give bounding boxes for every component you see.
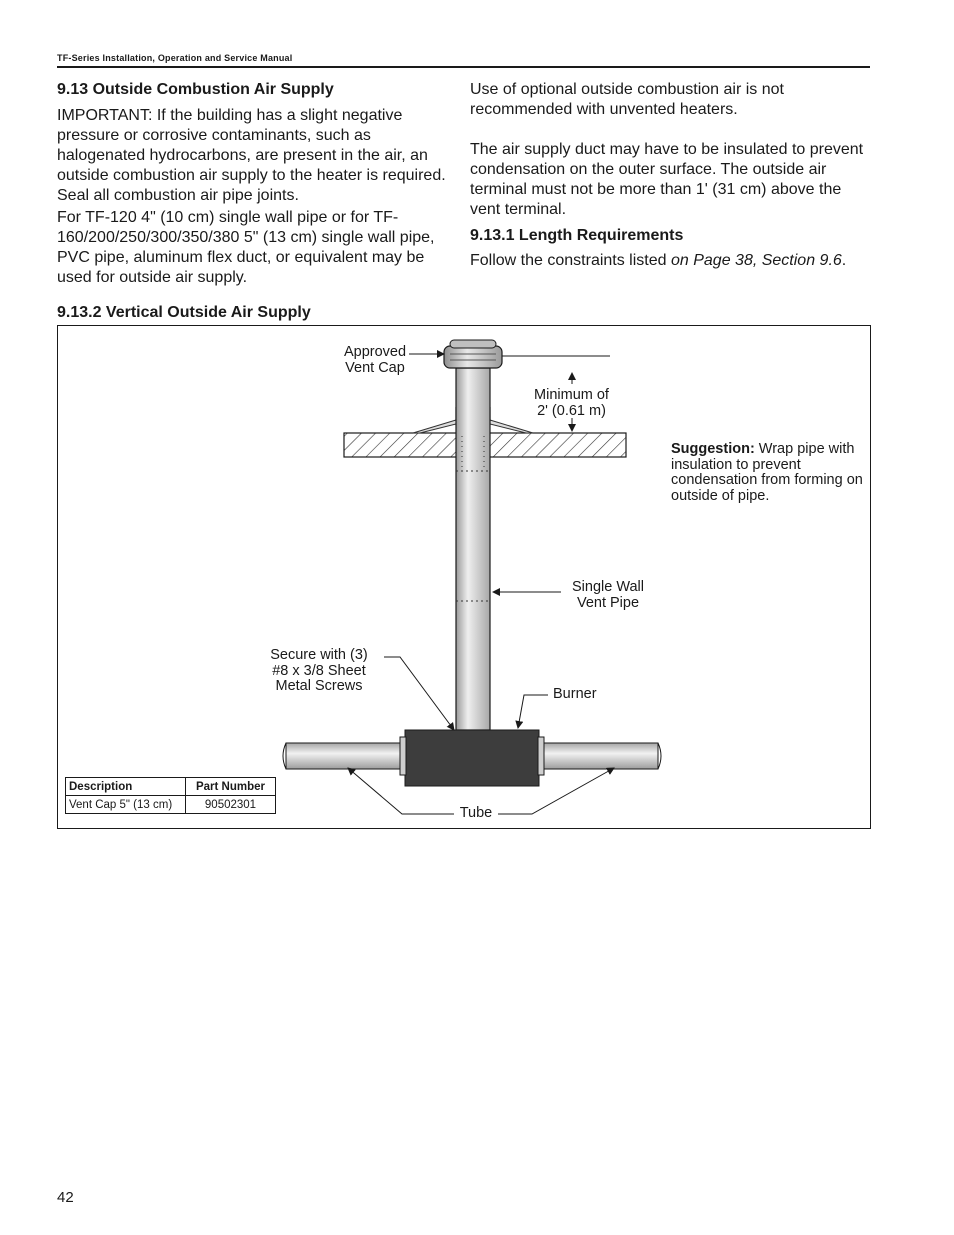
secure-screws-label bbox=[254, 648, 384, 695]
minimum-height-label bbox=[519, 388, 624, 419]
left-column bbox=[57, 80, 457, 288]
suggestion-text: Wrap pipe with insulation to prevent condensation from forming on outside of pipe. bbox=[671, 441, 863, 504]
unvented-note-paragraph: Use of optional outside combustion air is not recommended with unvented heaters. bbox=[470, 81, 784, 118]
vent-cap-label bbox=[330, 345, 420, 376]
important-paragraph: IMPORTANT: If the building has a slight negative pressure or corrosive contaminants, such as halogenated hydrocarbons, are present in the air, an outside combustion air supply to the heater is required. Seal all combustion air pipe joints. bbox=[57, 107, 446, 204]
vent-cap-label-line1: Approved bbox=[343, 344, 407, 360]
secure-screws-line3: Metal Screws bbox=[275, 678, 363, 694]
suggestion-bold: Suggestion: bbox=[671, 441, 755, 457]
vent-pipe-label bbox=[561, 580, 655, 611]
period-text: . bbox=[841, 252, 847, 269]
tube-right bbox=[538, 737, 661, 775]
section-reference-link[interactable]: on Page 38, Section 9.6 bbox=[670, 252, 842, 269]
length-requirements-heading: 9.13.1 Length Requirements bbox=[470, 227, 684, 244]
right-column bbox=[470, 80, 870, 271]
tube-label: Tube bbox=[459, 805, 493, 821]
running-header: TF-Series Installation, Operation and Service Manual bbox=[57, 53, 870, 68]
insulation-paragraph: The air supply duct may have to be insulated to prevent condensation on the outer surface. The outside air terminal must not be more than 1' (31 cm) above the vent terminal. bbox=[470, 141, 864, 218]
secure-screws-line1: Secure with (3) bbox=[270, 647, 368, 663]
vent-cap bbox=[444, 340, 502, 368]
parts-table-header-row bbox=[66, 778, 276, 796]
section-heading: 9.13 Outside Combustion Air Supply bbox=[57, 81, 334, 98]
secure-screws-line2: #8 x 3/8 Sheet bbox=[272, 662, 366, 679]
table-row bbox=[66, 796, 276, 814]
part-number-cell: 90502301 bbox=[186, 796, 276, 814]
part-description-cell: Vent Cap 5" (13 cm) bbox=[66, 796, 186, 814]
vertical-air-supply-figure bbox=[57, 325, 871, 829]
vent-pipe-line1: Single Wall bbox=[572, 579, 644, 595]
tube-left bbox=[283, 737, 406, 775]
parts-table bbox=[65, 777, 276, 814]
single-wall-vent-pipe bbox=[456, 368, 490, 730]
burner-housing bbox=[405, 730, 539, 786]
constraints-text: Follow the constraints listed bbox=[470, 252, 671, 269]
part-number-header: Part Number bbox=[186, 778, 276, 796]
vent-pipe-line2: Vent Pipe bbox=[576, 594, 640, 611]
minimum-height-line1: Minimum of bbox=[534, 387, 609, 403]
vent-diagram-drawing bbox=[58, 326, 870, 828]
pipe-spec-paragraph: For TF-120 4" (10 cm) single wall pipe or for TF-160/200/250/300/350/380 5" (13 cm) single wall pipe, PVC pipe, aluminum flex duct, or equivalent may be used for outside air supply. bbox=[57, 209, 435, 286]
vent-cap-label-line2: Vent Cap bbox=[345, 359, 405, 376]
burner-label: Burner bbox=[553, 686, 597, 702]
page-number: 42 bbox=[57, 1189, 74, 1206]
suggestion-note bbox=[671, 442, 871, 504]
figure-title: 9.13.2 Vertical Outside Air Supply bbox=[57, 304, 311, 321]
minimum-height-line2: 2' (0.61 m) bbox=[537, 402, 606, 419]
length-requirements-paragraph bbox=[470, 251, 870, 271]
description-header: Description bbox=[66, 778, 186, 796]
